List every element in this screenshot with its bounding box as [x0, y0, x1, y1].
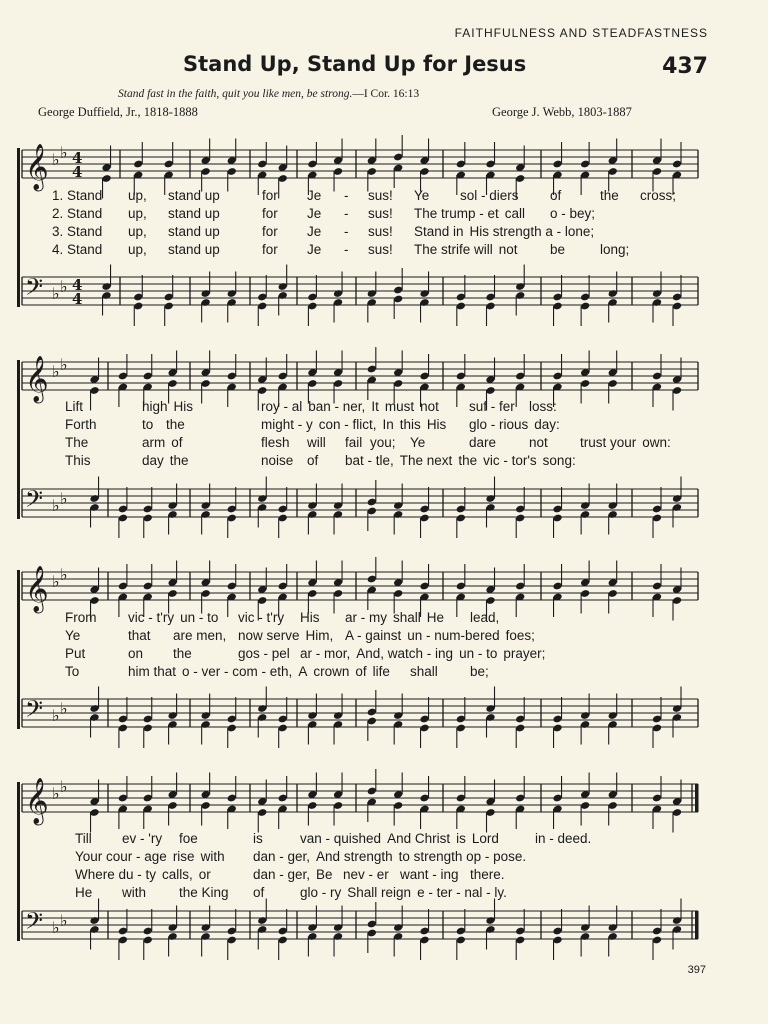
lyric-syllable: e - ter - nal - ly.: [417, 885, 507, 900]
lyric-syllable: to: [142, 417, 154, 432]
lyric-syllable: crown: [313, 664, 350, 679]
lyric-syllable: prayer;: [503, 646, 546, 661]
words-credit: George Duffield, Jr., 1818-1888: [38, 105, 198, 119]
lyric-syllable: flesh: [261, 435, 290, 450]
lyric-syllable: Je: [307, 188, 322, 203]
lyric-syllable: Stand in: [414, 224, 464, 239]
lyric-syllable: van - quished: [300, 831, 382, 846]
flat-icon: ♭: [60, 143, 68, 162]
lyric-syllable: Forth: [65, 417, 97, 432]
scripture-text: Stand fast in the faith, quit you like men, be strong.: [118, 88, 353, 100]
lyric-syllable: long;: [600, 242, 630, 257]
lyric-syllable: Ye: [65, 628, 81, 643]
lyric-syllable: lead,: [470, 610, 500, 625]
lyric-syllable: To: [65, 664, 80, 679]
lyric-syllable: of: [550, 188, 562, 203]
lyric-syllable: 4. Stand: [52, 242, 103, 257]
lyric-syllable: gos - pel: [238, 646, 290, 661]
lyric-syllable: of: [253, 885, 265, 900]
lyric-syllable: His: [426, 417, 447, 432]
lyric-syllable: glo - ry: [300, 885, 342, 900]
lyric-syllable: not: [420, 399, 439, 414]
bass-clef: 𝄢: [25, 485, 44, 518]
hymn-title: Stand Up, Stand Up for Jesus: [183, 52, 527, 76]
lyric-syllable: dan - ger,: [253, 867, 311, 882]
system-brace: [17, 570, 20, 729]
lyric-syllable: con - flict,: [318, 417, 377, 432]
page-number: 397: [687, 964, 706, 976]
lyric-syllable: this: [399, 417, 421, 432]
lyric-syllable: will: [307, 435, 326, 450]
lyric-syllable: Lift: [65, 399, 84, 414]
lyric-syllable: Where du - ty: [75, 867, 157, 882]
lyric-syllable: The: [65, 435, 89, 450]
flat-icon: ♭: [60, 565, 68, 584]
lyric-syllable: un - to: [459, 646, 498, 661]
lyric-syllable: sol - diers: [460, 188, 519, 203]
lyric-syllable: foe: [179, 831, 198, 846]
lyric-syllable: Shall reign: [347, 885, 412, 900]
lyric-syllable: him that: [128, 664, 177, 679]
lyric-syllable: for: [262, 224, 278, 239]
lyric-syllable: song:: [542, 453, 576, 468]
lyric-syllable: Your cour - age: [75, 849, 167, 864]
lyric-syllable: bat - tle,: [345, 453, 394, 468]
flat-icon: ♭: [52, 784, 60, 803]
lyric-syllable: Till: [75, 831, 92, 846]
bass-clef: 𝄢: [25, 273, 44, 306]
lyric-syllable: stand up: [168, 242, 220, 257]
treble-clef: 𝄞: [25, 356, 49, 402]
lyric-syllable: that: [128, 628, 151, 643]
lyric-syllable: From: [65, 610, 97, 625]
lyric-syllable: or: [198, 867, 211, 882]
lyric-syllable: not: [529, 435, 548, 450]
lyric-syllable: foes;: [505, 628, 535, 643]
lyric-syllable: In: [382, 417, 394, 432]
lyric-syllable: He: [426, 610, 445, 625]
section-heading: FAITHFULNESS AND STEADFASTNESS: [454, 26, 708, 40]
flat-icon: ♭: [60, 911, 68, 930]
lyric-syllable: shall: [393, 610, 421, 625]
bass-clef: 𝄢: [25, 907, 44, 940]
flat-icon: ♭: [60, 699, 68, 718]
lyric-syllable: not: [498, 242, 518, 257]
lyric-syllable: sus!: [368, 206, 393, 221]
flat-icon: ♭: [52, 150, 60, 169]
lyric-syllable: with: [122, 885, 147, 900]
lyric-syllable: of: [307, 453, 319, 468]
lyric-syllable: ar - my: [345, 610, 387, 625]
lyric-syllable: on: [128, 646, 144, 661]
lyric-syllable: dare: [469, 435, 497, 450]
lyric-syllable: trust your: [580, 435, 637, 450]
lyric-syllable: be: [550, 242, 566, 257]
lyric-syllable: And Christ: [387, 831, 451, 846]
bass-clef: 𝄢: [25, 695, 44, 728]
music-credit: George J. Webb, 1803-1887: [492, 105, 632, 119]
lyric-syllable: with: [200, 849, 225, 864]
lyric-syllable: 3. Stand: [52, 224, 103, 239]
time-signature: 4: [72, 290, 83, 308]
lyric-syllable: call: [504, 206, 526, 221]
lyric-syllable: The next: [399, 453, 453, 468]
lyric-syllable: rise: [172, 849, 195, 864]
lyric-syllable: up,: [128, 206, 147, 221]
lyric-syllable: the King: [179, 885, 229, 900]
time-signature: 4: [72, 149, 83, 167]
lyric-syllable: It: [371, 399, 379, 414]
lyric-syllable: up,: [128, 242, 147, 257]
treble-clef: 𝄞: [25, 566, 49, 612]
flat-icon: ♭: [52, 496, 60, 515]
lyric-syllable: day: [142, 453, 164, 468]
lyric-syllable: the: [166, 417, 185, 432]
lyric-syllable: Put: [65, 646, 86, 661]
lyric-syllable: -: [344, 242, 349, 257]
lyric-syllable: to strength op - pose.: [398, 849, 527, 864]
lyric-syllable: Je: [307, 206, 322, 221]
flat-icon: ♭: [60, 355, 68, 374]
lyric-syllable: in - deed.: [535, 831, 592, 846]
lyric-syllable: the: [173, 646, 192, 661]
lyric-syllable: 1. Stand: [52, 188, 103, 203]
lyric-syllable: And, watch - ing: [356, 646, 454, 661]
system-brace: [17, 782, 20, 941]
lyric-syllable: Him,: [305, 628, 334, 643]
lyric-syllable: of: [355, 664, 367, 679]
lyric-syllable: calls,: [162, 867, 193, 882]
hymn-number: 437: [662, 54, 708, 79]
lyric-syllable: now serve: [238, 628, 300, 643]
lyric-syllable: for: [262, 206, 278, 221]
flat-icon: ♭: [52, 918, 60, 937]
lyric-syllable: the: [169, 453, 189, 468]
flat-icon: ♭: [60, 489, 68, 508]
flat-icon: ♭: [52, 706, 60, 725]
lyric-syllable: un - to: [180, 610, 219, 625]
lyric-syllable: His: [173, 399, 194, 414]
lyric-syllable: must: [384, 399, 415, 414]
lyric-syllable: sus!: [368, 242, 393, 257]
lyric-syllable: ar - mor,: [300, 646, 351, 661]
lyric-syllable: is: [253, 831, 263, 846]
lyric-syllable: And strength: [316, 849, 393, 864]
lyric-syllable: the: [458, 453, 478, 468]
lyric-syllable: ban - ner,: [308, 399, 366, 414]
lyric-syllable: The strife will: [414, 242, 493, 257]
lyric-syllable: Ye: [410, 435, 426, 450]
flat-icon: ♭: [52, 572, 60, 591]
lyric-syllable: roy - al: [261, 399, 303, 414]
lyric-syllable: day:: [534, 417, 560, 432]
lyric-syllable: of: [171, 435, 183, 450]
lyric-syllable: suf - fer: [469, 399, 515, 414]
lyric-syllable: shall: [410, 664, 438, 679]
lyric-syllable: -: [344, 188, 349, 203]
lyric-syllable: stand up: [168, 206, 220, 221]
time-signature: 4: [72, 276, 83, 294]
lyric-syllable: stand up: [168, 224, 220, 239]
lyric-syllable: His: [300, 610, 320, 625]
lyric-syllable: own:: [642, 435, 671, 450]
lyric-syllable: A - gainst: [345, 628, 402, 643]
flat-icon: ♭: [52, 284, 60, 303]
lyric-syllable: the: [600, 188, 619, 203]
lyric-syllable: vic - tor's: [483, 453, 537, 468]
lyric-syllable: life: [372, 664, 390, 679]
lyric-syllable: nev - er: [343, 867, 389, 882]
lyric-syllable: want - ing: [400, 867, 459, 882]
lyric-syllable: o - ver - com - eth,: [182, 664, 293, 679]
lyric-syllable: glo - rious: [469, 417, 529, 432]
lyric-syllable: sus!: [368, 224, 393, 239]
lyric-syllable: might - y: [261, 417, 313, 432]
lyric-syllable: This: [65, 453, 91, 468]
lyric-syllable: A: [298, 664, 308, 679]
lyric-syllable: Be: [316, 867, 333, 882]
lyric-syllable: Je: [307, 224, 322, 239]
lyric-syllable: ev - 'ry: [122, 831, 163, 846]
system-brace: [17, 360, 20, 519]
lyric-syllable: be;: [470, 664, 489, 679]
scripture-reference: —I Cor. 16:13: [352, 88, 420, 100]
lyric-syllable: you;: [370, 435, 396, 450]
lyric-syllable: Ye: [414, 188, 430, 203]
time-signature: 4: [72, 163, 83, 181]
lyric-syllable: noise: [261, 453, 294, 468]
system-brace: [17, 148, 20, 307]
final-bar-thick: [695, 784, 699, 812]
lyric-syllable: are men,: [173, 628, 227, 643]
lyric-syllable: His strength a - lone;: [469, 224, 595, 239]
lyric-syllable: up,: [128, 188, 147, 203]
lyric-syllable: un - num-bered: [407, 628, 500, 643]
lyric-syllable: Je: [307, 242, 322, 257]
lyric-syllable: vic - t'ry: [128, 610, 175, 625]
treble-clef: 𝄞: [25, 778, 49, 824]
lyric-syllable: vic - t'ry: [238, 610, 285, 625]
lyric-syllable: for: [262, 242, 278, 257]
lyric-syllable: -: [344, 206, 349, 221]
lyric-syllable: there.: [470, 867, 505, 882]
lyric-syllable: for: [262, 188, 278, 203]
treble-clef: 𝄞: [25, 144, 49, 190]
lyric-syllable: -: [344, 224, 349, 239]
lyric-syllable: He: [75, 885, 93, 900]
lyric-syllable: cross;: [640, 188, 677, 203]
lyric-syllable: 2. Stand: [52, 206, 103, 221]
flat-icon: ♭: [52, 362, 60, 381]
lyric-syllable: high: [142, 399, 168, 414]
final-bar-thick: [695, 911, 699, 939]
lyric-syllable: Lord: [471, 831, 499, 846]
lyric-syllable: is: [456, 831, 466, 846]
lyric-syllable: stand up: [168, 188, 220, 203]
lyric-syllable: dan - ger,: [253, 849, 311, 864]
lyric-syllable: arm: [142, 435, 166, 450]
lyric-syllable: fail: [345, 435, 363, 450]
lyric-syllable: loss:: [529, 399, 557, 414]
lyric-syllable: up,: [128, 224, 147, 239]
lyric-syllable: The trump - et: [414, 206, 499, 221]
lyric-syllable: sus!: [368, 188, 393, 203]
lyric-syllable: o - bey;: [550, 206, 596, 221]
flat-icon: ♭: [60, 277, 68, 296]
flat-icon: ♭: [60, 777, 68, 796]
